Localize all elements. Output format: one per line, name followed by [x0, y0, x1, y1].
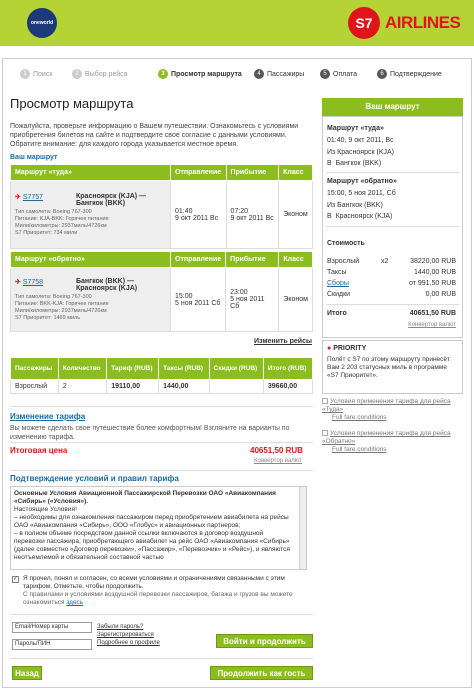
s7-logo[interactable]: S7	[348, 7, 380, 39]
price-table	[10, 357, 313, 394]
terms-line: – в полном объеме посредством данной ссылки включаются в договор воздушной перевозки пассажира, приобретающего авиабилет на рейс ОАО «Авиакомпания «Сибирь» (далее совместно «Договор перевозки», «Пассажир», «Перевозчик» и «Рейс»), и являются неотъемлемой и обязательной составной частью	[14, 530, 290, 561]
class-cell: Эконом	[279, 268, 313, 332]
oneworld-logo: oneworld	[27, 8, 57, 38]
intro-text: Пожалуйста, проверьте информацию о Вашем путешествии. Ознакомьтесь с условиями приобретения билетов на сайте и подтвердите свое согласие с данными условиями. Обратите внимание: для каждого города указывается местное время.	[10, 123, 299, 148]
food: Питание: BKK-KJA: Горячее питание	[15, 300, 109, 307]
divider	[10, 614, 313, 615]
price-cell: 1440,00	[159, 380, 210, 394]
agree-text: Я прочел, понял и согласен, со всеми условиями и ограничениями связанными с этим тарифом. Отметьте, чтобы продолжить. С правилами и условиями воздушной перевозки пассажиров, багажа и грузов вы можете ознакомиться здесь	[23, 575, 293, 606]
terms-scroll-box[interactable]	[10, 486, 307, 570]
password-field[interactable]: Пароль/ПИН	[12, 639, 92, 650]
back-button[interactable]: Назад	[12, 666, 42, 680]
sidebar-title: Ваш маршрут	[322, 98, 463, 116]
terms-line: – необходимы для ознакомления пассажиром перед приобретением авиабилета на рейсы ОАО «Авиакомпания «Сибирь», ООО «Глобус» и авиационных партнеров;	[14, 514, 289, 529]
flight-info-cell	[11, 268, 171, 332]
route-there-header: Маршрут «туда»	[11, 165, 171, 181]
aircraft-type: Тип самолета: Boeing 767-300	[15, 208, 92, 215]
email-field[interactable]: Email/Номер карты	[12, 622, 92, 633]
terms-heading: Основные Условия Авиационной Пассажирской Перевозки ОАО «Авиакомпания «Сибирь» («Условия»).	[14, 490, 276, 505]
flight-number-link[interactable]: S7757	[22, 193, 44, 201]
class-header: Класс	[279, 252, 313, 268]
price-cell	[209, 380, 263, 394]
step-payment: 5 Оплата	[320, 69, 357, 83]
total-price-value: 40651,50 RUB	[250, 446, 303, 455]
arrival-header: Прибытие	[226, 252, 279, 268]
s7-mini-icon: ✈	[15, 193, 21, 201]
sidebar-back-datetime: 15:00, 5 ноя 2011, Сб	[327, 190, 396, 197]
cost-taxes-value: 1440,00 RUB	[413, 269, 456, 276]
sidebar-there-title: Маршрут «туда»	[327, 125, 384, 132]
cost-taxes-label: Таксы	[327, 269, 347, 276]
sidebar-converter-link[interactable]: Конвертор валют	[408, 322, 456, 328]
divider	[326, 172, 459, 173]
price-cell: Взрослый	[11, 380, 59, 394]
miles: Мили/километры: 2937миль/4726км	[15, 222, 107, 229]
page-title: Просмотр маршрута	[10, 96, 134, 111]
cost-fees-value: от 991,50 RUB	[408, 280, 456, 287]
profile-info-link[interactable]: Подробнее о профиле	[97, 640, 160, 646]
cost-total-value: 40651,50 RUB	[409, 310, 456, 317]
fare-conditions-back[interactable]: Условия применения тарифа для рейса «Обратно» Full fare conditions	[322, 430, 451, 453]
s7-mini-icon: ✈	[15, 278, 21, 286]
step-select-flight[interactable]: 2 Выбор рейса	[72, 69, 128, 83]
cost-title: Стоимость	[327, 240, 365, 247]
arrival-cell: 23:00 5 ноя 2011 Сб	[226, 268, 279, 332]
terms-scrollbar[interactable]	[299, 487, 306, 569]
class-header: Класс	[279, 165, 313, 181]
departure-header: Отправление	[171, 165, 227, 181]
sidebar-back-from: Из Бангкок (BKK)	[327, 202, 383, 209]
divider	[10, 658, 313, 659]
price-header: Скидки (RUB)	[209, 358, 263, 380]
arrival-header: Прибытие	[226, 165, 279, 181]
price-cell: 19110,00	[107, 380, 159, 394]
cost-discounts-value: 0,00 RUB	[425, 291, 456, 298]
divider	[10, 442, 313, 443]
airlines-wordmark: AIRLINES	[385, 13, 461, 32]
cost-fees-link[interactable]: Сборы	[327, 280, 349, 287]
change-fare-text: Вы можете сделать свое путешествие более комфортным! Взгляните на варианты по изменению тарифа.	[10, 425, 290, 441]
flight-info-cell	[11, 181, 171, 249]
departure-cell: 15:00 5 ноя 2011 Сб	[171, 268, 226, 332]
sidebar-there-datetime: 01:40, 9 окт 2011, Вс	[327, 137, 394, 144]
terms-title: Подтверждение условий и правил тарифа	[10, 474, 179, 483]
sidebar-back-to: В Красноярск (KJA)	[327, 213, 393, 220]
currency-converter-link[interactable]: Конвертор валют	[254, 458, 302, 464]
total-price-label: Итоговая цена	[10, 446, 68, 455]
cost-adult-qty: x2	[381, 258, 389, 265]
price-cell: 39660,00	[263, 380, 312, 394]
route-back-table	[10, 251, 313, 332]
flight-route: Бангкок (BKK) — Красноярск (KJA)	[76, 277, 138, 292]
checkbox-icon	[322, 398, 328, 404]
flight-number-link[interactable]: S7758	[22, 278, 44, 286]
divider	[326, 304, 459, 305]
divider	[10, 470, 313, 471]
price-header: Таксы (RUB)	[159, 358, 210, 380]
price-header: Количество	[58, 358, 106, 380]
change-fare-link[interactable]: Изменение тарифа	[10, 412, 86, 421]
your-route-label: Ваш маршрут	[10, 154, 58, 161]
priority-miles: S7 Приоритет: 734 мили	[15, 229, 78, 236]
step-passengers: 4 Пассажиры	[254, 69, 304, 83]
terms-line: Настоящие Условия¹	[14, 506, 78, 513]
route-back-header: Маршрут «обратно»	[11, 252, 171, 268]
login-continue-button[interactable]: Войти и продолжить	[216, 634, 313, 648]
sidebar-back-title: Маршрут «обратно»	[327, 178, 397, 185]
miles: Мили/километры: 2937миль/4726км	[15, 307, 107, 314]
step-confirmation: 6 Подтверждение	[377, 69, 442, 83]
price-header: Итого (RUB)	[263, 358, 312, 380]
step-search[interactable]: 1 Поиск	[20, 69, 52, 83]
class-cell: Эконом	[279, 181, 313, 249]
register-link[interactable]: Зарегистрироваться	[97, 632, 154, 638]
forgot-password-link[interactable]: Забыли пароль?	[97, 624, 144, 630]
rules-link[interactable]: здесь	[66, 599, 84, 606]
guest-continue-button[interactable]: Продолжить как гость	[210, 666, 313, 680]
agree-checkbox[interactable]: ✓	[13, 576, 19, 582]
fare-conditions-there[interactable]: Условия применения тарифа для рейса «Туда» Full fare conditions	[322, 398, 451, 421]
progress-steps	[20, 69, 450, 83]
arrival-cell: 07:20 9 окт 2011 Вс	[226, 181, 279, 249]
change-flights-link[interactable]: Изменить рейсы	[254, 338, 312, 345]
price-header: Тариф (RUB)	[107, 358, 159, 380]
sidebar-there-to: В Бангкок (BKK)	[327, 160, 382, 167]
priority-text: Полёт с S7 по этому маршруту принесёт Вам 2 203 статусных миль в программе «S7 Приоритет».	[327, 356, 451, 379]
departure-header: Отправление	[171, 252, 226, 268]
departure-cell: 01:40 9 окт 2011 Вс	[171, 181, 227, 249]
cost-discounts-label: Скидки	[327, 291, 351, 298]
cost-total-label: Итого	[327, 310, 347, 317]
price-header: Пассажиры	[11, 358, 59, 380]
sidebar-there-from: Из Красноярск (KJA)	[327, 149, 394, 156]
route-there-table	[10, 164, 313, 249]
cost-adult-value: 38220,00 RUB	[410, 258, 456, 265]
checkbox-icon	[322, 430, 328, 436]
priority-icon: ●	[327, 345, 332, 352]
food: Питание: KJA-BKK: Горячее питание	[15, 215, 109, 222]
flight-route: Красноярск (KJA) — Бангкок (BKK)	[76, 192, 147, 207]
priority-miles: S7 Приоритет: 1469 миль	[15, 314, 81, 321]
divider	[10, 406, 313, 407]
divider	[326, 226, 459, 227]
aircraft-type: Тип самолета: Boeing 767-300	[15, 293, 92, 300]
price-cell: 2	[58, 380, 106, 394]
step-review-route: 3 Просмотр маршрута	[158, 69, 242, 83]
cost-adult-label: Взрослый	[327, 258, 360, 265]
priority-title: ● PRIORITY	[327, 345, 367, 352]
